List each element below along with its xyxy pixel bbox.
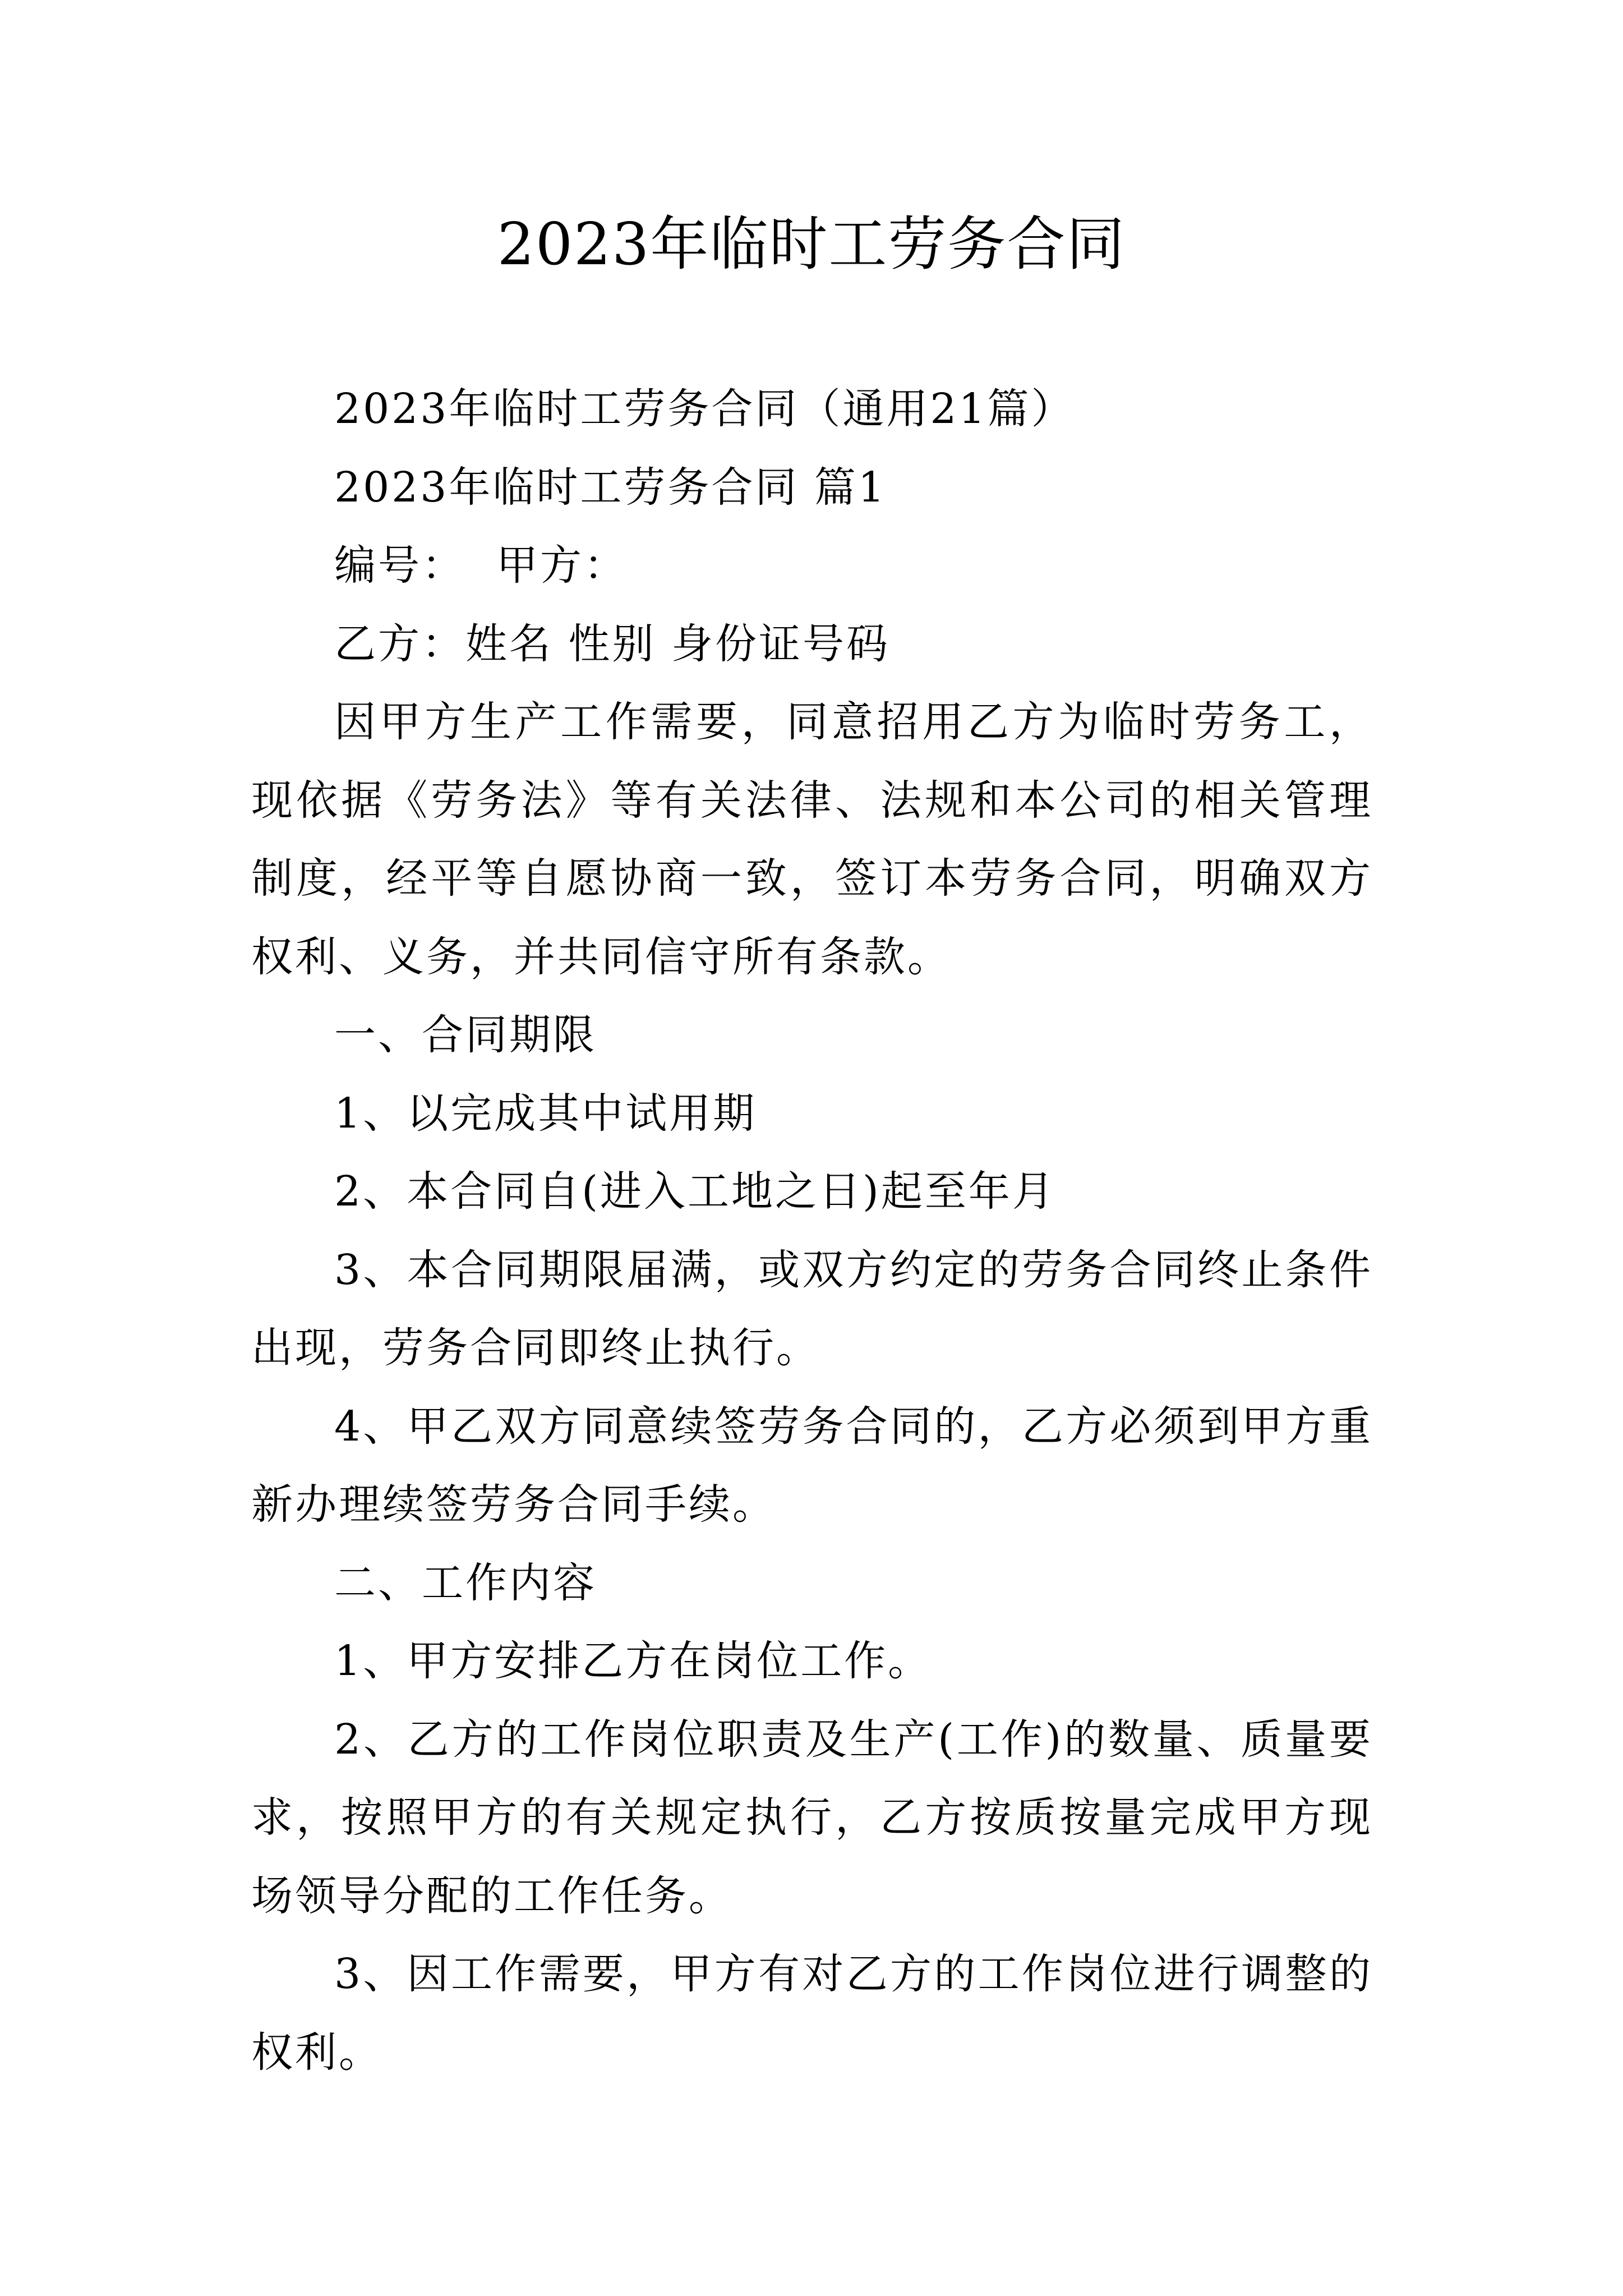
paragraph-subtitle: 2023年临时工劳务合同（通用21篇） (334, 385, 1075, 433)
document-title: 2023年临时工劳务合同 (497, 210, 1126, 278)
paragraph-term-4: 4、甲乙双方同意续签劳务合同的，乙方必须到甲方重新办理续签劳务合同手续。 (251, 1402, 1373, 1529)
document-body (251, 370, 1373, 2092)
paragraph-work-3: 3、因工作需要，甲方有对乙方的工作岗位进行调整的权利。 (251, 1950, 1373, 2077)
paragraph-number-party-a: 编号： 甲方： (334, 541, 628, 590)
paragraph-term-2: 2、本合同自(进入工地之日)起至年月 (334, 1167, 1056, 1216)
paragraph-work-2: 2、乙方的工作岗位职责及生产(工作)的数量、质量要求，按照甲方的有关规定执行，乙方按质按量完成甲方现场领导分配的工作任务。 (251, 1715, 1373, 1920)
paragraph-term-3: 3、本合同期限届满，或双方约定的劳务合同终止条件出现，劳务合同即终止执行。 (251, 1245, 1373, 1372)
paragraph-term-1: 1、以完成其中试用期 (334, 1089, 757, 1138)
paragraph-section-heading: 2023年临时工劳务合同 篇1 (334, 463, 887, 512)
paragraph-party-b: 乙方：姓名 性别 身份证号码 (334, 619, 891, 668)
paragraph-heading-work: 二、工作内容 (334, 1558, 597, 1607)
paragraph-work-1: 1、甲方安排乙方在岗位工作。 (334, 1637, 932, 1685)
paragraph-preamble: 因甲方生产工作需要，同意招用乙方为临时劳务工，现依据《劳务法》等有关法律、法规和本公司的相关管理制度，经平等自愿协商一致，签订本劳务合同，明确双方权利、义务，并共同信守所有条款。 (251, 698, 1373, 981)
paragraph-heading-term: 一、合同期限 (334, 1011, 597, 1059)
